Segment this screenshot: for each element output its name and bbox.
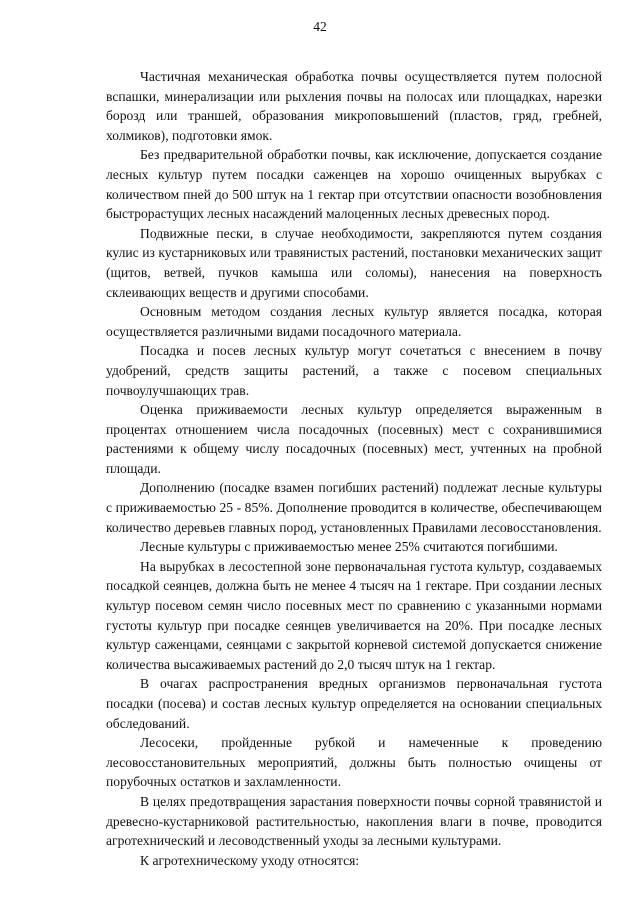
paragraph-logging-sites: Лесосеки, пройденные рубкой и намеченные к проведению лесовосстановительных мероприятий, должны быть полностью очищены от порубочных остатков и захламленности.	[106, 735, 602, 790]
paragraph-initial-density: На вырубках в лесостепной зоне первоначальная густота культур, создаваемых посадкой сеянцев, должна быть не менее 4 тысяч на 1 гектаре. При создании лесных культур посевом семян число посевных мест по сравнению с указанными нормами густоты культур при посадке сеянцев увеличивается на 20%. При посадке лесных культур саженцами, сеянцами с закрытой корневой системой допускается снижение количества высаживаемых растений до 2,0 тысяч штук на 1 гектар.	[106, 558, 602, 672]
paragraph-pest-areas: В очагах распространения вредных организмов первоначальная густота посадки (посева) и состав лесных культур определяется на основании специальных обследований.	[106, 676, 602, 731]
paragraph-planting-sowing: Посадка и посев лесных культур могут сочетаться с внесением в почву удобрений, средств защиты растений, а также с посевом специальных почвоулучшающих трав.	[106, 343, 602, 398]
paragraph-partial-tillage: Частичная механическая обработка почвы осуществляется путем полосной вспашки, минерализации или рыхления почвы на полосах или площадках, нарезки борозд или траншей, образования микроповышений (пластов, гряд, гребней, холмиков), подготовки ямок.	[106, 69, 602, 143]
paragraph-dead-cultures: Лесные культуры с приживаемостью менее 25% считаются погибшими.	[140, 539, 558, 555]
paragraph-care-purpose: В целях предотвращения зарастания поверхности почвы сорной травянистой и древесно-кустарниковой растительностью, накопления влаги в почве, проводится агротехнический и лесоводственный уходы за лесными культурами.	[106, 793, 602, 849]
paragraph-main-method: Основным методом создания лесных культур является посадка, которая осуществляется различными видами посадочного материала.	[106, 304, 602, 339]
page-number: 42	[313, 19, 327, 34]
paragraph-moving-sands: Подвижные пески, в случае необходимости, закрепляются путем создания кулис из кустарниковых или травянистых растений, постановки механических защит (щитов, ветвей, пучков камыша или соломы), нанесения на поверхность склеивающих веществ и другими способами.	[106, 225, 602, 300]
paragraph-survival-assessment: Оценка приживаемости лесных культур определяется выраженным в процентах отношением числа посадочных (посевных) мест с сохранившимися растениями к общему числу посадочных (посевных) мест, учтенных на пробной площади.	[106, 402, 602, 476]
page-body	[106, 67, 602, 870]
paragraph-agrotechnical-care: К агротехническому уходу относятся:	[140, 852, 360, 868]
paragraph-no-tillage: Без предварительной обработки почвы, как исключение, допускается создание лесных культур путем посадки саженцев на хорошо очищенных вырубках с количеством пней до 500 штук на 1 гектар при отсутствии опасности возобновления быстрорастущих лесных насаждений малоценных лесных древесных пород.	[106, 147, 602, 222]
paragraph-supplement: Дополнению (посадке взамен погибших растений) подлежат лесные культуры с приживаемостью 25 - 85%. Дополнение проводится в количестве, обеспечивающем количество деревьев главных пород, установленных Правилами лесовосстановления.	[106, 480, 602, 535]
